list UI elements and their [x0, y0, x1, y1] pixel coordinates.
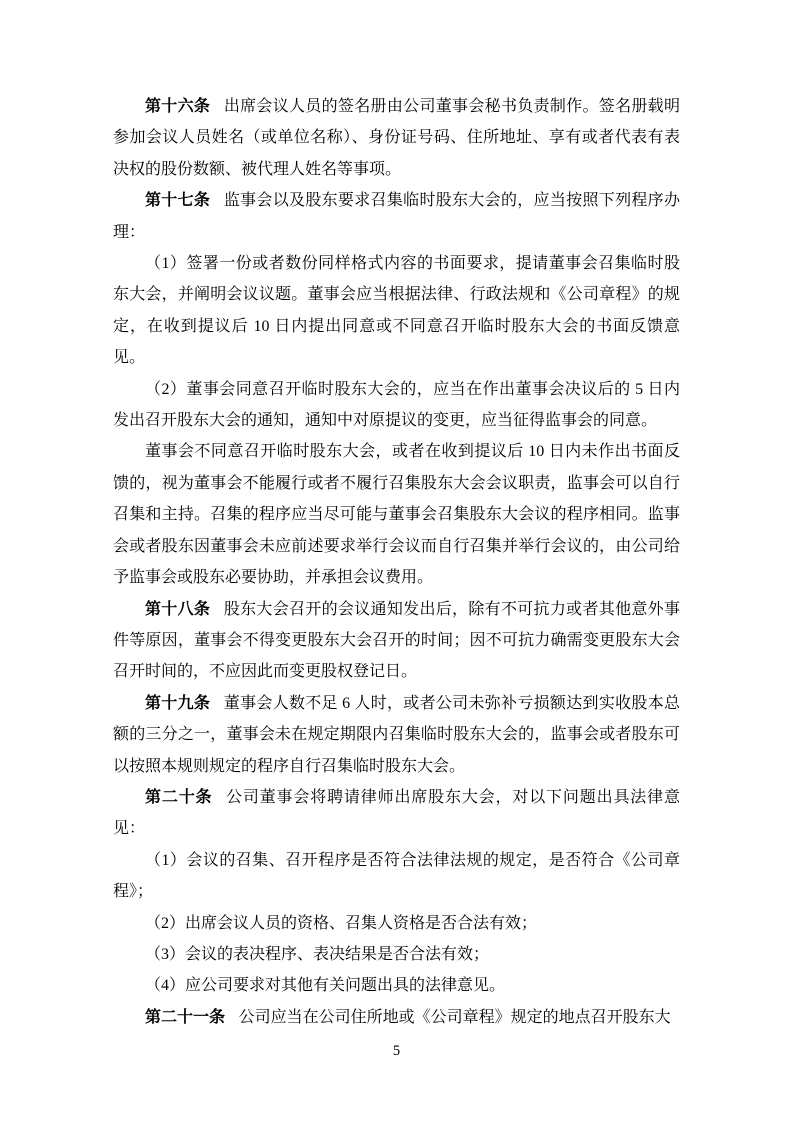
article-17-item-1-text: （1）签署一份或者数份同样格式内容的书面要求，提请董事会召集临时股东大会，并阐明会议议题。董事会应当根据法律、行政法规和《公司章程》的规定，在收到提议后 10 日内提出同意或不同意召开临时股东大会的书面反馈意见。 [113, 255, 680, 367]
article-20-label: 第二十条 [145, 788, 213, 806]
paragraph-article-21 [113, 1002, 680, 1033]
paragraph-article-19 [113, 688, 680, 782]
article-17-item-2-text: （2）董事会同意召开临时股东大会的，应当在作出董事会决议后的 5 日内发出召开股东大会的通知，通知中对原提议的变更，应当征得监事会的同意。 [113, 380, 680, 430]
article-20-item-2-text: （2）出席会议人员的资格、召集人资格是否合法有效； [145, 914, 538, 932]
paragraph-article-20-item-2 [113, 908, 680, 939]
paragraph-article-20-item-3 [113, 939, 680, 970]
paragraph-article-20-item-1 [113, 845, 680, 908]
page-number: 5 [392, 1043, 401, 1059]
article-19-text: 董事会人数不足 6 人时，或者公司未弥补亏损额达到实收股本总额的三分之一，董事会未在规定期限内召集临时股东大会的，监事会或者股东可以按照本规则规定的程序自行召集临时股东大会。 [113, 694, 680, 775]
article-17-label: 第十七条 [145, 192, 211, 210]
article-18-text: 股东大会召开的会议通知发出后，除有不可抗力或者其他意外事件等原因，董事会不得变更股东大会召开的时间；因不可抗力确需变更股东大会召开时间的，不应因此而变更股权登记日。 [113, 600, 680, 681]
article-21-text: 公司应当在公司住所地或《公司章程》规定的地点召开股东大 [238, 1008, 671, 1026]
paragraph-article-20 [113, 782, 680, 845]
paragraph-article-17 [113, 185, 680, 248]
article-19-label: 第十九条 [145, 694, 211, 712]
paragraph-article-17-continuation [113, 436, 680, 593]
paragraph-article-18 [113, 594, 680, 688]
article-20-item-4-text: （4）应公司要求对其他有关问题出具的法律意见。 [145, 977, 506, 995]
document-body [113, 91, 680, 1033]
article-17-text: 监事会以及股东要求召集临时股东大会的，应当按照下列程序办理： [113, 192, 680, 241]
article-20-item-1-text: （1）会议的召集、召开程序是否符合法律法规的规定，是否符合《公司章程》； [113, 851, 680, 901]
paragraph-article-17-item-1 [113, 248, 680, 374]
article-18-label: 第十八条 [145, 600, 211, 618]
article-16-text: 出席会议人员的签名册由公司董事会秘书负责制作。签名册载明参加会议人员姓名（或单位名称）、身份证号码、住所地址、享有或者代表有表决权的股份数额、被代理人姓名等事项。 [113, 98, 680, 178]
paragraph-article-20-item-4 [113, 970, 680, 1001]
article-16-label: 第十六条 [145, 98, 211, 115]
article-21-label: 第二十一条 [145, 1008, 226, 1026]
paragraph-article-16 [113, 91, 680, 185]
article-20-text: 公司董事会将聘请律师出席股东大会，对以下问题出具法律意见： [113, 788, 680, 838]
article-20-item-3-text: （3）会议的表决程序、表决结果是否合法有效； [145, 945, 490, 963]
article-17-continuation-text: 董事会不同意召开临时股东大会，或者在收到提议后 10 日内未作出书面反馈的，视为董事会不能履行或者不履行召集股东大会会议职责，监事会可以自行召集和主持。召集的程序应当尽可能与董事会召集股东大会议的程序相同。监事会或者股东因董事会未应前述要求举行会议而自行召集并举行会议的，由公司给予监事会或股东必要协助，并承担会议费用。 [113, 443, 680, 587]
paragraph-article-17-item-2 [113, 374, 680, 437]
